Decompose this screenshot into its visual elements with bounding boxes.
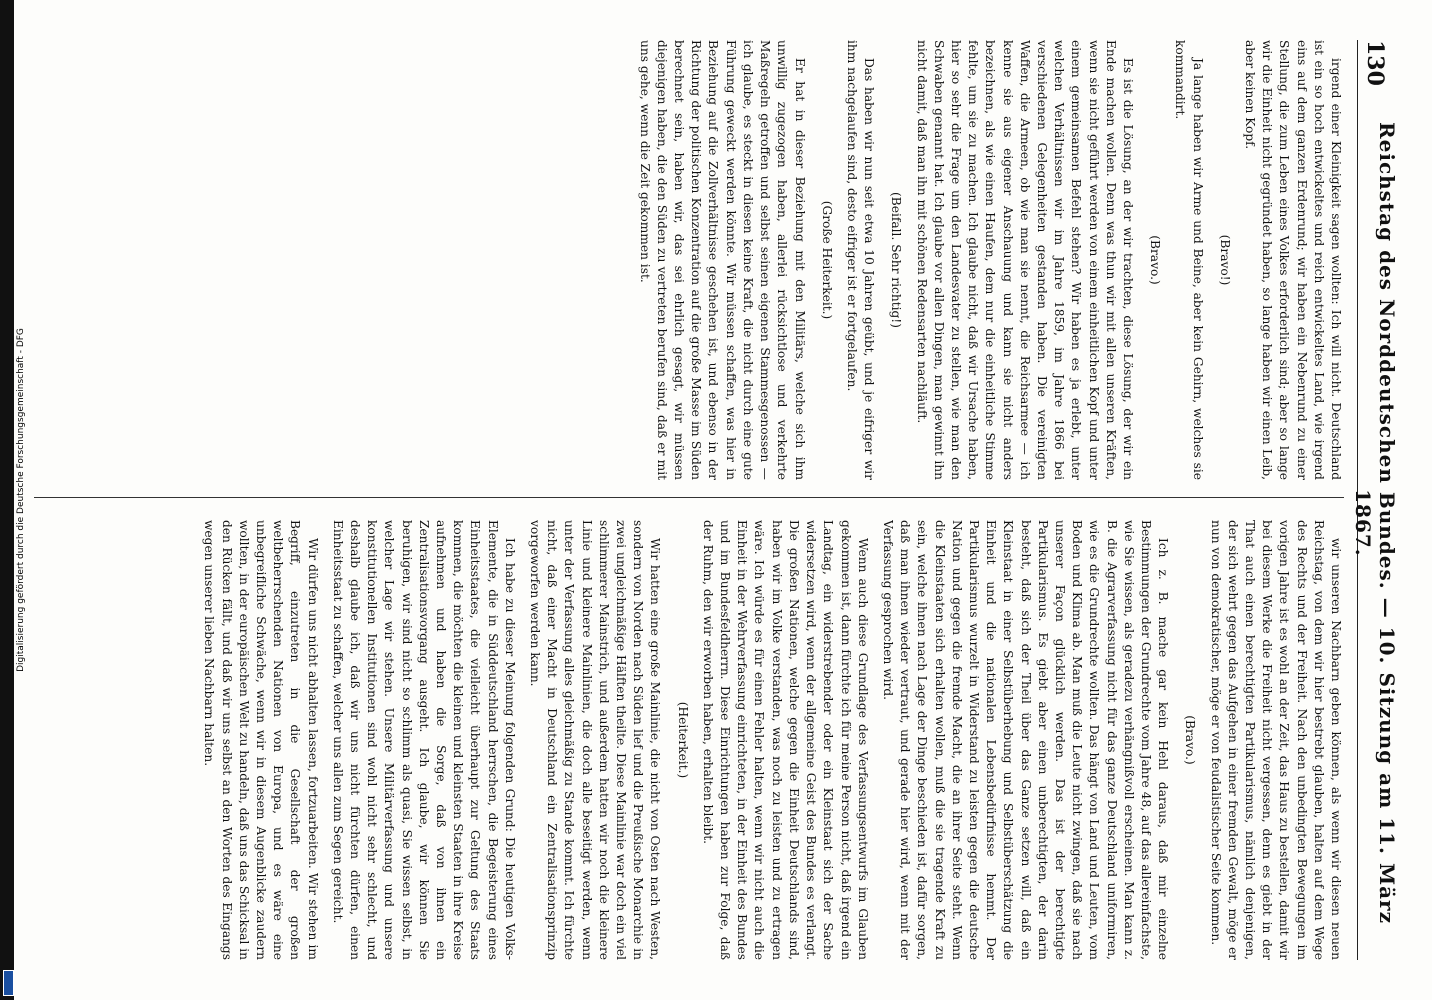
paragraph: Es ist die Lösung, an der wir trachten, diese Lösung, der wir ein Ende machen wollen. Denn was thun wir mit allen unseren Kräften, wenn sie nicht geführt werden von einem einheitlichen Kopf und unter einem gemeinsamen Befehl stehen? Wir haben es ja erlebt, unter welchen Verhältnissen wir im Jahre 1859, im Jahre 1866 bei verschiedenen Gelegenheiten gestanden haben. Die vereinigten Waffen, die Armeen, ob wie man sie nennt, die Reichsarmee — ich kenne sie aus eigener Anschauung und kann sie nicht anders bezeichnen, als wie einen Haufen, dem nur die einheitliche Stimme fehlte, um sie zu machen. Ich glaube nicht, daß wir Ursache haben, hier so sehr die Frage um den Landesvater zu stellen, wie man den Schwaben genannt hat. Ich glaube vor allen Dingen, man gewinnt ihn nicht damit, daß man ihn mit schönen Redensarten nachläuft. xyxy=(914,40,1135,480)
paragraph: Wir hatten eine große Mainlinie, die nicht von Osten nach Westen, sondern von Norden nach Süden lief und die Preußische Monarchie in zwei ungleichmäßige Hälften theilte. Diese Mainlinie war doch ein viel schlimmerer Mainstrich, und außerdem hatten wir noch die kleinere Linie und kleinere Mainlinien, die doch alle beseitigt werden, wenn unter der Verfassung alles gleichmäßig zu Stande kommt. Ich fürchte nicht, daß einer Macht in Deutschland ein Zentralisationsprinzip vorgeworfen werden kann. xyxy=(528,520,663,960)
running-header xyxy=(1351,40,1399,960)
remark-line: (Bravo!) xyxy=(1217,234,1232,286)
paragraph: Wenn auch diese Grundlage des Verfassungsentwurfs im Glauben gekommen ist, dann fürchte ich für meine Person nicht, daß irgend ein Landtag, ein widerstrebender oder ein Kleinstaat sich der Sache widersetzen wird, wenn der allgemeine Geist des Bundes es verlangt. Die großen Nationen, welche gegen die Einheit Deutschlands sind, haben wir im Volke verstanden, was noch zu leisten und zu ertragen wäre. Ich würde es für einen Fehler halten, wenn wir nicht auch die Einheit in der Wehrverfassung einrichteten, in der Einheit des Bundes und im Bundesfeldherrn. Diese Einrichtungen haben zur Folge, daß der Ruhm, den wir erworben haben, erhalten bleibt. xyxy=(700,520,870,960)
page-number: 130 xyxy=(1362,40,1388,86)
paragraph: wir unseren Nachbarn geben können, als wenn wir diesen neuen Reichstag, von dem wir hier bestrebt glauben, halten auf dem Wege des Rechts und der Freiheit. Nach den unbedingten Bewegungen im vorigen Jahre ist es wohl an der Zeit, das Haus zu bestellen, damit wir bei diesem Werke die Freiheit nicht vergessen, denn es giebt in der That auch einen berechtigten Partikularismus, nämlich denjenigen, der sich wehrt gegen das Aufgehen in einer fremden Gewalt, möge er nun von demokratischer, möge er von feudalistischer Seite kommen. xyxy=(1208,520,1343,960)
remark-line: (Beifall. Sehr richtig!) xyxy=(889,192,904,328)
text-column-left xyxy=(44,40,1344,480)
paragraph: Er hat in dieser Beziehung mit den Militärs, welche sich ihm unwillig zugezogen haben, allerlei rücksichtlose und verkehrte Maßregeln getroffen und selbst seinen eigenen Stammesgenossen — ich glaube, es steckt in diesen keine Kraft, die nicht durch eine gute Führung geweckt werden könnte. Wir müssen schaffen, was hier in Beziehung auf die Zollverhältnisse geschehen ist, und ebenso in der Richtung der politischen Konzentration auf die große Masse im Süden berechnet sein, haben wir, das sei ehrlich gesagt, wir müssen diejenigen haben, die den Süden zu vertreten berufen sind, daß er mit uns gehe, wenn die Zeit gekommen ist. xyxy=(637,40,807,480)
remark-line: (Heiterkeit.) xyxy=(675,701,690,779)
paragraph: Ich habe zu dieser Meinung folgenden Grund: Die heutigen Volks-Elemente, die in Süddeutschland herrschen, die Begeisterung eines Einheitsstaates, die vielleicht überhaupt zur Geltung des Staats kommen, die möchten die kleinen und kleinsten Staaten in ihre Kreise aufnehmen und haben die Sorge, daß von ihnen ein Zentralisationsvorgang ausgeht. Ich glaube, wir können Sie beruhigen, wir sind nicht so schlimm als quasi, Sie wissen selbst, in welcher Lage wir stehen. Unsere Militärverfassung und unsere konstitutionellen Institutionen sind wohl nicht sehr schlecht, und deshalb glaube ich, daß wir uns nicht fürchten dürfen, einen Einheitsstaat zu schaffen, welcher uns allen zum Segen gereicht. xyxy=(330,520,517,960)
remark-line: (Bravo.) xyxy=(1183,715,1198,765)
digitization-credit-text: Digitalisierung gefördert durch die Deutsche Forschungsgemeinschaft - DFG xyxy=(16,328,26,672)
paragraph: Wir dürfen uns nicht abhalten lassen, fortzuarbeiten. Wir stehen im Begriff, einzutreten in die Gesellschaft der großen weltbeherrschenden Nationen von Europa, und es wäre eine unbegreifliche Schwäche, wenn wir in diesem Augenblicke zaudern wollten, in der europäischen Welt zu handeln, daß uns das Schicksal in den Rücken fällt, und daß wir uns selbst an den Worten des Eingangs wegen unserer lieben Nachbarn halten. xyxy=(202,520,320,960)
remark-line: (Bravo.) xyxy=(1148,235,1163,285)
paragraph: Ja lange haben wir Arme und Beine, aber kein Gehirn, welches sie kommandirt. xyxy=(1173,40,1205,480)
text-column-right xyxy=(44,520,1344,960)
remark-line: (Große Heiterkeit.) xyxy=(819,200,834,320)
column-divider xyxy=(34,497,1344,498)
page-title: Reichstag des Norddeutschen Bundes. — 10. Sitzung am 11. März 1867. xyxy=(1351,122,1399,924)
paragraph: irgend einer Kleinigkeit sagen wollten: Ich will nicht. Deutschland ist ein so hoch entwickeltes und reich entwickeltes Land, wie irgend eins auf dem ganzen Erdenrund; wir haben ein Nebenrund zu einer Stellung, die zum Leben eines Volkes erforderlich sind; aber so lange wir die Einheit nicht gegründet haben, so lange haben wir einen Leib, aber keinen Kopf. xyxy=(1242,40,1343,480)
paragraph: Ich z. B. mache gar kein Hehl daraus, daß mir einzelne Bestimmungen der Grundrechte vom Jahre 48, auf das allereinfachste, wie Sie wissen, als geradezu verhängnißvoll erscheinen. Man kann z. B. die Agrarverfassung nicht für das ganze Deutschland uniformiren, wie es die Grundrechte wollten. Das hängt von Land und Leuten, vom Boden und Klima ab. Man muß die Leute nicht zwingen, daß sie nach unserer Façon glücklich werden. Das ist der berechtigte Partikularismus. Es giebt aber einen unberechtigten, der darin besteht, daß sich der Theil über das Ganze setzen will, daß ein Kleinstaat in einer Selbstüberhebung und Selbstüberschätzung die Einheit und die nationalen Lebensbedürfnisse hemmt. Der Partikularismus wurzelt in Widerstand zu leisten gegen die deutsche Nation und gegen die fremde Macht, die an ihrer Seite steht. Wenn die Kleinstaaten sich erhalten wollen, muß die sie tragende Kraft zu sein, welche ihnen nach Lage der Dinge beschieden ist, dafür sorgen, daß man ihnen wieder vertraut, und gerade hier wird, wenn mit der Verfassung gesprochen wird. xyxy=(880,520,1171,960)
paragraph: Das haben wir nun seit etwa 10 Jahren geübt, und je eifriger wir ihm nachgelaufen sind, desto eifriger ist er fortgelaufen. xyxy=(844,40,877,480)
